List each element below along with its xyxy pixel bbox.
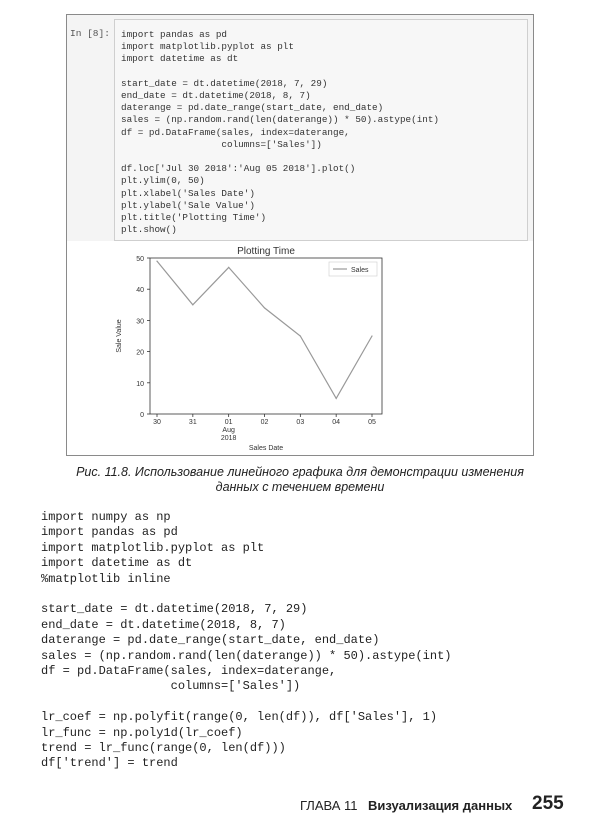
notebook-code-line: plt.title('Plotting Time') [121, 212, 267, 223]
data-point [371, 335, 372, 336]
data-point [228, 267, 229, 268]
y-tick-label: 50 [136, 256, 144, 263]
x-tick-label: 03 [296, 419, 305, 426]
data-point [156, 261, 157, 262]
legend-label: Sales [351, 267, 369, 274]
cell-prompt: In [8]: [70, 28, 110, 39]
x-tick-month-label: Aug [222, 427, 235, 434]
notebook-code-line: plt.ylim(0, 50) [121, 175, 205, 187]
plot-area [150, 258, 382, 414]
figure-caption-line-1: Рис. 11.8. Использование линейного графика для демонстрации изменения [76, 465, 524, 479]
notebook-code-line: daterange = pd.date_range(start_date, end_date) [121, 102, 384, 114]
data-point [336, 398, 337, 399]
body-code-line: columns=['Sales']) [41, 679, 301, 694]
notebook-code-line: plt.xlabel('Sales Date') [121, 187, 255, 199]
line-chart [104, 244, 394, 454]
body-code-line: df['trend'] = trend [41, 756, 178, 771]
footer-title: Визуализация данных [368, 798, 513, 813]
body-code-line: trend = lr_func(range(0, len(df))) [41, 741, 286, 755]
body-code-line: df = pd.DataFrame(sales, index=daterange, [41, 664, 337, 678]
body-code-line: end_date = dt.datetime(2018, 8, 7) [41, 617, 286, 632]
x-tick-label: 30 [153, 419, 161, 426]
body-code-line: start_date = dt.datetime(2018, 7, 29) [41, 602, 308, 617]
x-tick-label: 31 [188, 419, 197, 426]
body-code-line: %matplotlib inline [41, 571, 171, 586]
y-tick-label: 0 [140, 412, 144, 419]
chart-title: Plotting Time [237, 246, 295, 257]
notebook-code-line: columns=['Sales']) [121, 138, 322, 150]
notebook-code-line: start_date = dt.datetime(2018, 7, 29) [121, 77, 328, 89]
body-code-line: import matplotlib.pyplot as plt [41, 540, 265, 555]
notebook-code-line: end_date = dt.datetime(2018, 8, 7) [121, 90, 311, 101]
body-code-line: daterange = pd.date_range(start_date, end_date) [41, 633, 380, 648]
y-tick-label: 20 [136, 349, 144, 357]
notebook-code-line: import datetime as dt [121, 53, 239, 65]
x-axis-label: Sales Date [248, 445, 284, 452]
notebook-code-line: import pandas as pd [121, 29, 228, 40]
body-code-line: import datetime as dt [41, 556, 193, 571]
body-code-line: lr_coef = np.polyfit(range(0, len(df)), df['Sales'], 1) [41, 710, 438, 725]
data-point [192, 304, 193, 305]
x-tick-label: 01 [224, 419, 233, 426]
notebook-code-line: import matplotlib.pyplot as plt [121, 41, 294, 53]
body-code-line: sales = (np.random.rand(len(daterange)) * 50).astype(int) [41, 648, 452, 663]
notebook-code-line: df = pd.DataFrame(sales, index=daterange, [121, 126, 350, 138]
x-tick-label: 02 [260, 419, 269, 426]
figure-caption-line-2: данных с течением времени [215, 480, 385, 494]
notebook-code-line: plt.show() [121, 224, 177, 236]
notebook-code-line: df.loc['Jul 30 2018':'Aug 05 2018'].plot() [121, 163, 356, 175]
notebook-code-cell [67, 15, 533, 241]
y-axis-label: Sale Value [116, 319, 123, 353]
body-code-line: import pandas as pd [41, 525, 178, 540]
notebook-code-line: sales = (np.random.rand(len(daterange)) * 50).astype(int) [121, 114, 440, 126]
notebook-code-line: plt.ylabel('Sale Value') [121, 199, 255, 211]
y-tick-label: 40 [136, 287, 144, 295]
data-point [264, 307, 265, 308]
series-line-sales [157, 261, 372, 398]
y-tick-label: 10 [136, 380, 144, 388]
code-box [114, 19, 528, 241]
body-code-line: import numpy as np [41, 510, 171, 524]
footer-chapter: ГЛАВА 11 [300, 798, 358, 813]
body-code-line: lr_func = np.poly1d(lr_coef) [41, 725, 243, 740]
y-tick-label: 30 [136, 318, 144, 326]
page-number: 255 [532, 793, 564, 814]
x-tick-label: 04 [332, 419, 341, 426]
x-tick-label: 05 [368, 419, 376, 426]
data-point [300, 335, 301, 336]
x-tick-year-label: 2018 [220, 435, 237, 442]
